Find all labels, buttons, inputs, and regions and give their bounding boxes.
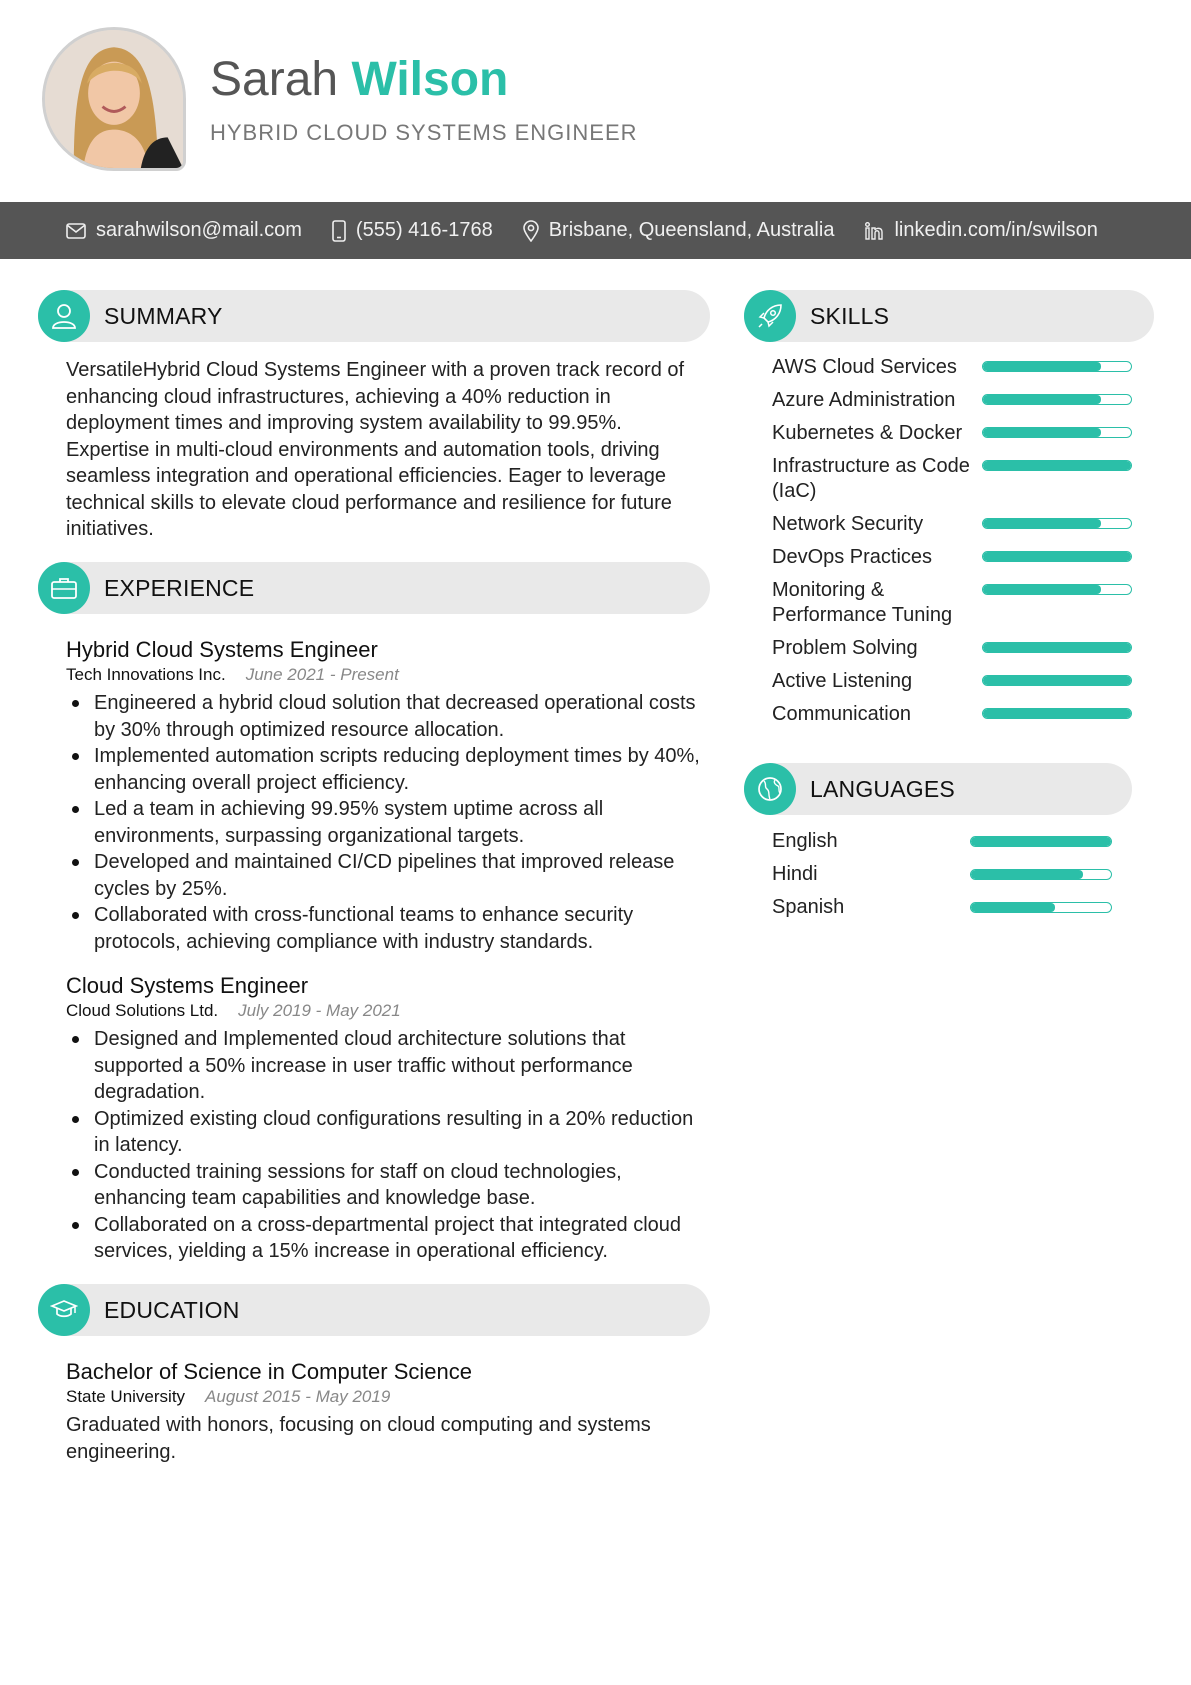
user-icon <box>38 290 90 342</box>
skill-name: AWS Cloud Services <box>772 356 957 378</box>
skill-level-bar <box>982 584 1132 595</box>
skill-name: Network Security <box>772 513 924 535</box>
skill-row <box>772 669 1132 694</box>
phone-icon <box>332 220 346 242</box>
language-row <box>772 829 1112 854</box>
languages-heading: LANGUAGES <box>810 775 955 802</box>
skill-level-bar <box>982 361 1132 372</box>
skill-level-fill <box>983 428 1101 437</box>
job-bullets <box>66 690 706 955</box>
school: State University <box>66 1387 186 1406</box>
languages-list <box>772 829 1112 928</box>
skill-level-fill <box>983 643 1131 652</box>
job-role: Hybrid Cloud Systems Engineer <box>66 637 378 662</box>
education-meta <box>66 1386 706 1408</box>
education-description: Graduated with honors, focusing on cloud computing and systems engineering. <box>66 1414 651 1463</box>
skills-heading: SKILLS <box>810 302 890 329</box>
languages-section-header <box>744 763 1132 815</box>
job-role: Cloud Systems Engineer <box>66 973 309 998</box>
language-name: Spanish <box>772 896 845 918</box>
skills-section-header <box>744 290 1154 342</box>
language-level-bar <box>970 836 1112 847</box>
skill-level-fill <box>983 585 1101 594</box>
skill-level-bar <box>982 708 1132 719</box>
skill-name: Infrastructure as Code (IaC) <box>772 455 970 502</box>
contact-email[interactable] <box>66 219 302 242</box>
language-level-bar <box>970 902 1112 913</box>
skill-level-bar <box>982 518 1132 529</box>
education-entry <box>66 1358 706 1465</box>
skill-row <box>772 636 1132 661</box>
skill-level-bar <box>982 427 1132 438</box>
job-meta <box>66 664 706 686</box>
skill-level-fill <box>983 676 1131 685</box>
language-name: English <box>772 830 838 852</box>
language-row <box>772 862 1112 887</box>
job-bullet: Developed and maintained CI/CD pipelines that improved release cycles by 25%. <box>66 849 706 902</box>
linkedin-text: linkedin.com/in/swilson <box>894 219 1098 241</box>
skill-level-fill <box>983 709 1131 718</box>
language-level-bar <box>970 869 1112 880</box>
contact-phone[interactable] <box>332 219 493 242</box>
job-bullet: Optimized existing cloud configurations resulting in a 20% reduction in latency. <box>66 1106 706 1159</box>
job-company: Cloud Solutions Ltd. <box>66 1001 219 1020</box>
skill-name: Kubernetes & Docker <box>772 422 963 444</box>
skill-level-bar <box>982 642 1132 653</box>
contact-linkedin[interactable] <box>864 219 1097 242</box>
job-bullet: Engineered a hybrid cloud solution that decreased operational costs by 30% through optimized resource allocation. <box>66 690 706 743</box>
skill-level-fill <box>983 461 1131 470</box>
location-text: Brisbane, Queensland, Australia <box>548 219 835 241</box>
skill-level-fill <box>983 552 1131 561</box>
job-meta <box>66 1000 706 1022</box>
skills-list <box>772 355 1132 735</box>
language-level-fill <box>971 870 1083 879</box>
experience-heading: EXPERIENCE <box>104 574 255 601</box>
skill-level-bar <box>982 394 1132 405</box>
mail-icon <box>66 223 86 239</box>
skill-row <box>772 454 1132 504</box>
education-dates: August 2015 - May 2019 <box>205 1387 391 1406</box>
email-text: sarahwilson@mail.com <box>96 219 302 241</box>
contact-bar <box>0 202 1191 259</box>
job-company: Tech Innovations Inc. <box>66 665 226 684</box>
education-heading: EDUCATION <box>104 1296 240 1323</box>
profile-photo-image <box>45 30 183 168</box>
education-section-header <box>38 1284 710 1336</box>
skill-level-bar <box>982 460 1132 471</box>
job-bullet: Designed and Implemented cloud architecture solutions that supported a 50% increase in user traffic without performance degradation. <box>66 1026 706 1106</box>
job-dates: June 2021 - Present <box>245 665 399 684</box>
skill-level-fill <box>983 519 1101 528</box>
job-bullet: Led a team in achieving 99.95% system uptime across all environments, surpassing organizational targets. <box>66 796 706 849</box>
skill-row <box>772 355 1132 380</box>
skill-name: Azure Administration <box>772 389 956 411</box>
contact-location <box>523 219 835 242</box>
summary-text: VersatileHybrid Cloud Systems Engineer with a proven track record of enhancing cloud infrastructures, achieving a 40% reduction in deployment times and improving system availability to 99.95%. Expertise in multi-cloud environments and automation tools, driving seamless integration and operational efficiencies. Eager to leverage technical skills to elevate cloud performance and resilience for future initiatives. <box>66 359 685 540</box>
job-entry <box>66 636 706 955</box>
summary-section-header <box>38 290 710 342</box>
language-row <box>772 895 1112 920</box>
experience-section-header <box>38 562 710 614</box>
skill-level-fill <box>983 395 1101 404</box>
skill-name: Communication <box>772 703 911 725</box>
skill-name: Active Listening <box>772 670 913 692</box>
phone-text: (555) 416-1768 <box>355 219 493 241</box>
skill-row <box>772 545 1132 570</box>
rocket-icon <box>744 290 796 342</box>
resume-header <box>0 0 1191 202</box>
briefcase-icon <box>38 562 90 614</box>
last-name: Wilson <box>351 53 509 106</box>
skill-row <box>772 388 1132 413</box>
candidate-name <box>210 52 508 108</box>
skill-name: DevOps Practices <box>772 546 933 568</box>
job-dates: July 2019 - May 2021 <box>238 1001 401 1020</box>
language-level-fill <box>971 903 1055 912</box>
graduation-cap-icon <box>38 1284 90 1336</box>
job-bullet: Collaborated on a cross-departmental project that integrated cloud services, yielding a 15% increase in operational efficiency. <box>66 1212 706 1265</box>
job-bullet: Collaborated with cross-functional teams to enhance security protocols, achieving compliance with industry standards. <box>66 902 706 955</box>
skill-level-bar <box>982 675 1132 686</box>
language-name: Hindi <box>772 863 818 885</box>
skill-row <box>772 578 1132 628</box>
job-bullet: Implemented automation scripts reducing deployment times by 40%, enhancing overall project efficiency. <box>66 743 706 796</box>
globe-icon <box>744 763 796 815</box>
job-title: HYBRID CLOUD SYSTEMS ENGINEER <box>210 120 638 145</box>
summary-heading: SUMMARY <box>104 302 223 329</box>
skill-name: Monitoring & Performance Tuning <box>772 579 953 626</box>
linkedin-icon <box>864 221 884 241</box>
skill-row <box>772 512 1132 537</box>
profile-photo <box>42 27 186 171</box>
skill-name: Problem Solving <box>772 637 918 659</box>
job-bullet: Conducted training sessions for staff on cloud technologies, enhancing team capabilities and knowledge base. <box>66 1159 706 1212</box>
job-entry <box>66 972 706 1265</box>
skill-level-fill <box>983 362 1101 371</box>
job-bullets <box>66 1026 706 1265</box>
skill-row <box>772 421 1132 446</box>
first-name: Sarah <box>210 53 339 106</box>
degree: Bachelor of Science in Computer Science <box>66 1359 472 1384</box>
language-level-fill <box>971 837 1111 846</box>
location-pin-icon <box>523 220 539 242</box>
skill-row <box>772 702 1132 727</box>
skill-level-bar <box>982 551 1132 562</box>
